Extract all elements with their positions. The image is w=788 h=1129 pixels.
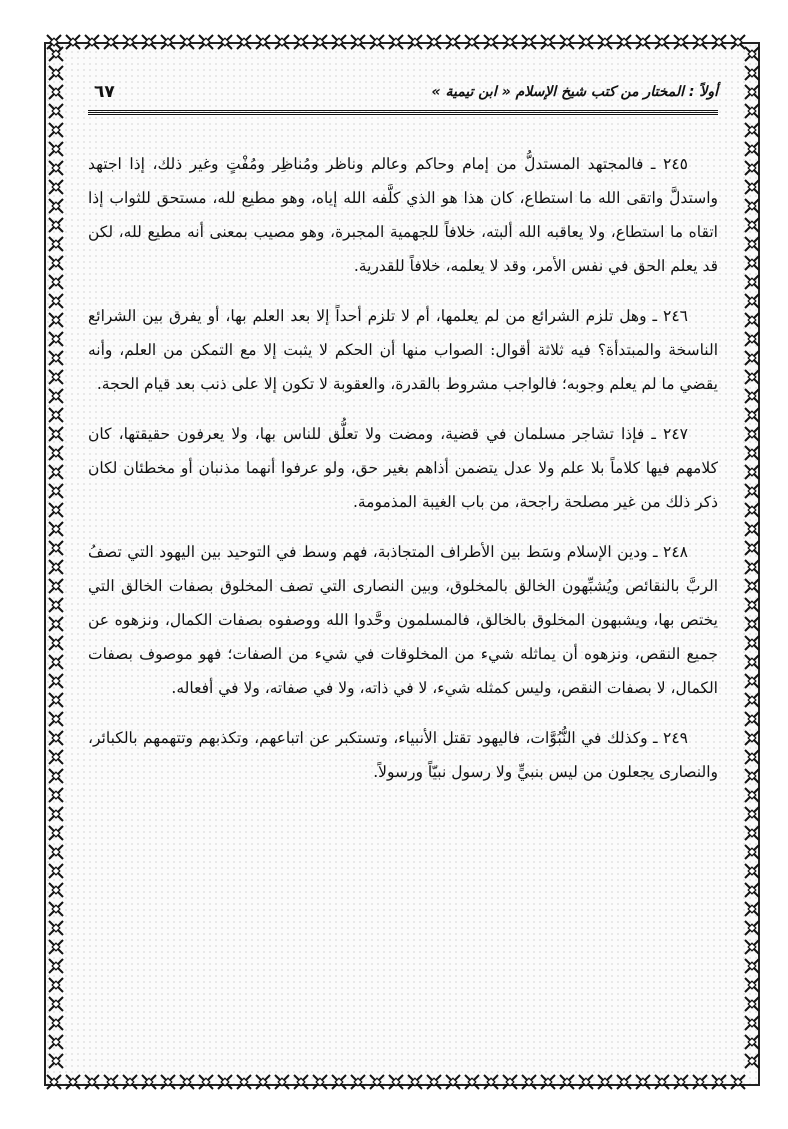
border-ornament [49,85,63,99]
border-ornament [712,1075,726,1089]
border-ornament [579,1075,593,1089]
border-ornament [745,351,759,365]
border-ornament [142,1075,156,1089]
border-ornament [332,35,346,49]
border-ornament [49,997,63,1011]
border-ornament [104,35,118,49]
border-ornament [49,807,63,821]
border-ornament [49,351,63,365]
border-ornament [49,541,63,555]
border-ornament [237,1075,251,1089]
border-ornament [49,712,63,726]
page-header [88,78,718,113]
border-ornament [745,845,759,859]
book-page [88,78,718,1068]
border-ornament [745,503,759,517]
border-ornament [745,921,759,935]
border-ornament [745,750,759,764]
border-ornament [49,408,63,422]
border-ornament [294,35,308,49]
border-ornament [49,1016,63,1030]
border-ornament [636,35,650,49]
border-ornament [49,256,63,270]
border-ornament [446,1075,460,1089]
border-ornament [49,826,63,840]
border-ornament [49,579,63,593]
border-ornament [256,1075,270,1089]
border-ornament [49,617,63,631]
border-ornament [745,636,759,650]
border-ornament [49,864,63,878]
border-ornament [49,845,63,859]
border-ornament [745,788,759,802]
border-ornament [693,35,707,49]
border-ornament [49,959,63,973]
border-ornament [389,1075,403,1089]
border-ornament [446,35,460,49]
border-ornament [49,674,63,688]
border-ornament [161,35,175,49]
border-ornament [49,731,63,745]
border-ornament [49,199,63,213]
border-ornament [49,389,63,403]
border-ornament [275,1075,289,1089]
border-ornament [693,1075,707,1089]
decorative-border-right [740,42,764,1082]
border-ornament [49,503,63,517]
border-ornament [370,1075,384,1089]
border-ornament [712,35,726,49]
border-ornament [142,35,156,49]
border-ornament [745,617,759,631]
border-ornament [745,541,759,555]
border-ornament [218,35,232,49]
border-ornament [745,864,759,878]
border-ornament [161,1075,175,1089]
border-ornament [655,1075,669,1089]
paragraph-247: ٢٤٧ ـ فإذا تشاجر مسلمان في قضية، ومضت ولا تعلُّق للناس بها، ولا يعرفون حقيقتها، كان كلامهم فيها كلاماً بلا علم ولا عدل يتضمن أذاهم بغير حق، ولو عرفوا أنهما مذنبان أو مخطئان لكان ذكر ذلك من غير مصلحة راجحة، من باب الغيبة المذمومة. [88,425,718,511]
border-ornament [49,66,63,80]
border-ornament [49,294,63,308]
paragraph-245: ٢٤٥ ـ فالمجتهد المستدلُّ من إمام وحاكم وعالم وناظر ومُناظِر ومُفْتٍ وغير ذلك، إذا اجتهد واستدلَّ واتقى الله ما استطاع، كان هذا هو الذي كلَّفه الله إياه، وهو مطيع لله، مستحق للثواب إذا اتقاه ما استطاع، ولا يعاقبه الله ألبته، خلافاً للجهمية المجبرة، وهو مصيب بمعنى أنه مطيع لله، لكن قد يعلم الحق في نفس الأمر، وقد لا يعلمه، خلافاً للقدرية. [88,155,718,275]
border-ornament [389,35,403,49]
decorative-border-left [44,42,68,1082]
border-ornament [745,66,759,80]
page-number: ٦٧ [94,82,115,102]
border-ornament [199,35,213,49]
border-ornament [745,427,759,441]
border-ornament [745,370,759,384]
border-ornament [85,35,99,49]
border-ornament [745,674,759,688]
border-ornament [598,35,612,49]
border-ornament [617,1075,631,1089]
border-ornament [745,389,759,403]
border-ornament [49,465,63,479]
border-ornament [745,693,759,707]
border-ornament [745,408,759,422]
paragraph-249: ٢٤٩ ـ وكذلك في النُّبُوَّات، فاليهود تقتل الأنبياء، وتستكبر عن اتباعهم، وتكذبهم وتتهمهم بالكبائر، والنصارى يجعلون من ليس بنبيٍّ ولا رسول نبيّاً ورسولاً. [88,729,718,781]
border-ornament [180,1075,194,1089]
border-ornament [745,940,759,954]
border-ornament [49,104,63,118]
border-ornament [745,560,759,574]
border-ornament [256,35,270,49]
border-ornament [522,1075,536,1089]
border-ornament [49,902,63,916]
border-ornament [294,1075,308,1089]
decorative-border-bottom [44,1070,756,1094]
border-ornament [104,1075,118,1089]
border-ornament [427,35,441,49]
border-ornament [745,731,759,745]
border-ornament [522,35,536,49]
border-ornament [49,769,63,783]
border-ornament [49,693,63,707]
border-ornament [49,655,63,669]
border-ornament [370,35,384,49]
border-ornament [503,35,517,49]
border-ornament [745,959,759,973]
border-ornament [745,826,759,840]
border-ornament [427,1075,441,1089]
border-ornament [745,313,759,327]
border-ornament [49,237,63,251]
border-ornament [745,294,759,308]
border-ornament [745,446,759,460]
border-ornament [745,104,759,118]
border-ornament [408,1075,422,1089]
border-ornament [745,256,759,270]
border-ornament [745,85,759,99]
border-ornament [49,560,63,574]
border-ornament [745,218,759,232]
border-ornament [745,712,759,726]
border-ornament [541,35,555,49]
body-text [88,147,718,789]
border-ornament [49,978,63,992]
border-ornament [745,769,759,783]
border-ornament [180,35,194,49]
border-ornament [674,35,688,49]
border-ornament [351,1075,365,1089]
border-ornament [49,123,63,137]
border-ornament [49,1054,63,1068]
border-ornament [49,427,63,441]
border-ornament [745,1054,759,1068]
border-ornament [237,35,251,49]
border-ornament [49,598,63,612]
border-ornament [49,636,63,650]
border-ornament [49,218,63,232]
border-ornament [745,579,759,593]
border-ornament [579,35,593,49]
border-ornament [49,940,63,954]
border-ornament [745,199,759,213]
border-ornament [745,1016,759,1030]
border-ornament [49,142,63,156]
border-ornament [49,275,63,289]
border-ornament [66,35,80,49]
border-ornament [313,1075,327,1089]
border-ornament [332,1075,346,1089]
header-rule [88,114,718,115]
border-ornament [598,1075,612,1089]
border-ornament [465,1075,479,1089]
border-ornament [745,161,759,175]
border-ornament [49,484,63,498]
border-ornament [745,484,759,498]
border-ornament [745,237,759,251]
border-ornament [745,332,759,346]
border-ornament [674,1075,688,1089]
border-ornament [218,1075,232,1089]
border-ornament [503,1075,517,1089]
border-ornament [745,883,759,897]
border-ornament [745,902,759,916]
border-ornament [275,35,289,49]
border-ornament [745,142,759,156]
border-ornament [560,35,574,49]
border-ornament [745,655,759,669]
border-ornament [49,370,63,384]
border-ornament [484,35,498,49]
border-ornament [617,35,631,49]
border-ornament [199,1075,213,1089]
border-ornament [49,522,63,536]
border-ornament [66,1075,80,1089]
border-ornament [745,522,759,536]
border-ornament [85,1075,99,1089]
decorative-border-top [44,30,756,54]
border-ornament [745,123,759,137]
border-ornament [49,332,63,346]
border-ornament [49,921,63,935]
border-ornament [123,1075,137,1089]
border-ornament [351,35,365,49]
border-ornament [745,807,759,821]
border-ornament [123,35,137,49]
border-ornament [655,35,669,49]
border-ornament [484,1075,498,1089]
border-ornament [49,1035,63,1049]
border-ornament [745,1035,759,1049]
paragraph-246: ٢٤٦ ـ وهل تلزم الشرائع من لم يعلمها، أم لا تلزم أحداً إلا بعد العلم بها، أو يفرق بين الشرائع الناسخة والمبتدأة؟ فيه ثلاثة أقوال: الصواب منها أن الحكم لا يثبت إلا مع التمكن من العلم، وأنه يقضي ما لم يعلم وجوبه؛ فالواجب مشروط بالقدرة، والعقوبة لا تكون إلا على ذنب بعد قيام الحجة. [88,307,718,393]
border-ornament [49,750,63,764]
border-ornament [636,1075,650,1089]
border-ornament [745,275,759,289]
border-ornament [49,446,63,460]
border-ornament [49,161,63,175]
border-ornament [745,978,759,992]
border-ornament [49,180,63,194]
border-ornament [313,35,327,49]
border-ornament [745,180,759,194]
border-ornament [408,35,422,49]
border-ornament [541,1075,555,1089]
border-ornament [560,1075,574,1089]
paragraph-248: ٢٤٨ ـ ودين الإسلام وسَط بين الأطراف المتجاذبة، فهم وسط في التوحيد بين اليهود التي تصفُ الربَّ بالنقائص ويُشبِّهون الخالق بالمخلوق، وبين النصارى التي تصف المخلوق بصفات الخالق التي يختص بها، ويشبهون المخلوق بالخالق، فالمسلمون وحَّدوا الله ووصفوه بصفات الكمال، ونزهوه عن جميع النقص، ونزهوه أن يماثله شيء من المخلوقات في شيء من الصفات؛ فهو موصوف بصفات الكمال، لا بصفات النقص، وليس كمثله شيء، لا في ذاته، ولا في صفاته، ولا في أفعاله. [88,543,718,697]
border-ornament [49,788,63,802]
border-ornament [745,47,759,61]
border-ornament [745,997,759,1011]
border-ornament [49,883,63,897]
border-ornament [49,313,63,327]
border-ornament [745,598,759,612]
border-ornament [465,35,479,49]
running-title: أولاً : المختار من كتب شيخ الإسلام « ابن تيمية » [431,84,718,100]
border-ornament [745,465,759,479]
border-ornament [49,47,63,61]
